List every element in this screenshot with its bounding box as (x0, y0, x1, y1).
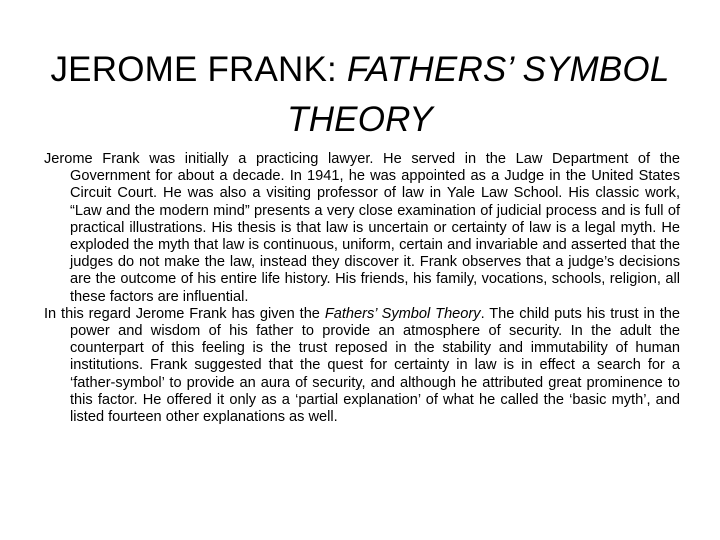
theory-name: Fathers’ Symbol Theory (324, 305, 481, 322)
slide-title (36, 45, 684, 145)
title-italic: FATHERS’ SYMBOL THEORY (287, 50, 670, 140)
slide-body (44, 151, 680, 426)
paragraph-2-after: . The child puts his trust in the power and wisdom of his father to provide an atmosphere of security. In the adult the counterpart of this feeling is the trust reposed in the stability and immutability of human institutions. Frank suggested that the quest for certainty in law is in effect a search for a ‘father-symbol’ to provide an aura of security, and although he attributed great prominence to this factor. He offered it only as a ‘partial explanation’ of what he called the ‘basic myth’, and listed fourteen other explanations as well. (70, 305, 680, 426)
paragraph-2 (44, 306, 680, 426)
title-prefix: JEROME FRANK: (50, 50, 347, 90)
paragraph-2-before: In this regard Jerome Frank has given the (44, 305, 325, 322)
paragraph-1: Jerome Frank was initially a practicing lawyer. He served in the Law Department of the Government for about a decade. In 1941, he was appointed as a Judge in the United States Circuit Court. He was also a visiting professor of law in Yale Law School. His classic work, “Law and the modern mind” presents a very close examination of judicial process and is full of practical illustrations. His thesis is that law is uncertain or certainty of law is a legal myth. He exploded the myth that law is continuous, uniform, certain and invariable and asserted that the judges do not make the law, instead they discover it. Frank observes that a judge’s decisions are the outcome of his entire life history. His friends, his family, vocations, schools, religion, all these factors are influential. (44, 151, 680, 305)
